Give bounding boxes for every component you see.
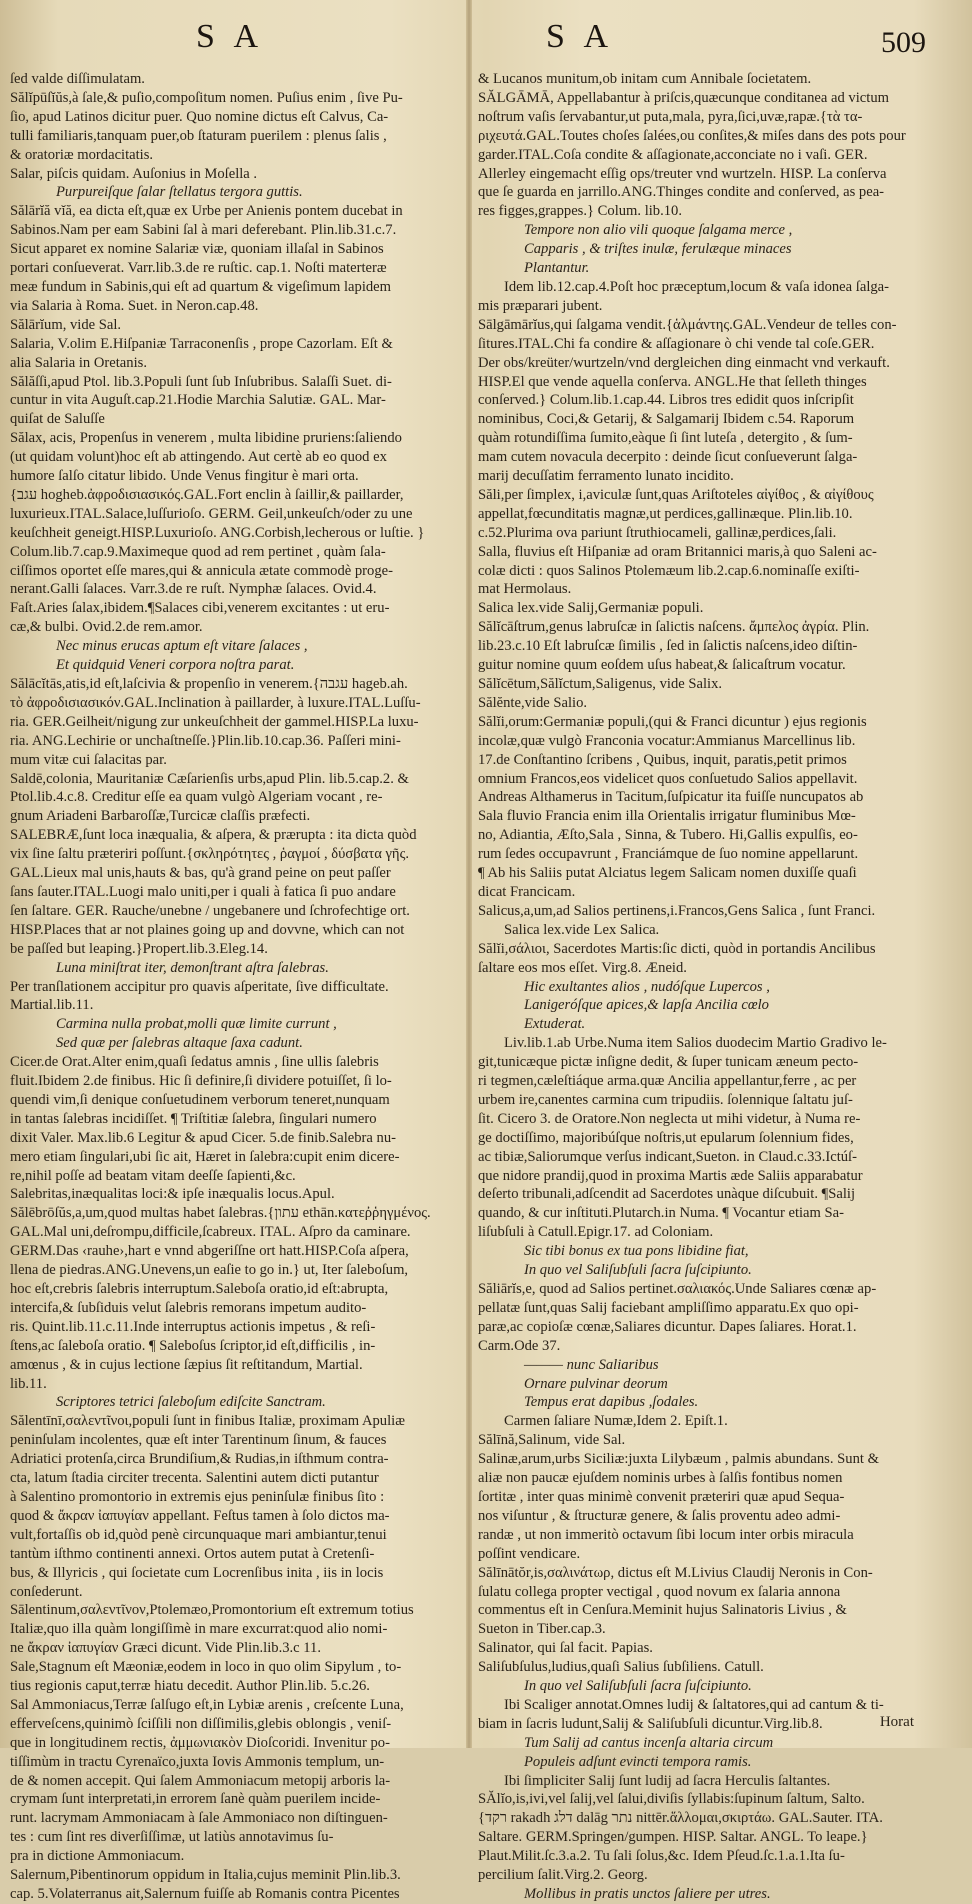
text-line: Săliārĭs,e, quod ad Salios pertinet.σαλιακός.Unde Saliares cœnæ ap- (478, 1281, 877, 1297)
text-line: be paſſed but leaping.}Propert.lib.3.Eleg.14. (10, 940, 268, 957)
text-line: Sālgāmārĭus,qui ſalgama vendit.{ἁλμάντης.GAL.Vendeur de telles con- (478, 316, 897, 333)
text-line: Faſt.Aries ſalax,ibidem.¶Salaces cibi,venerem excitantes : ut eru- (10, 600, 390, 617)
text-line: Sălārĭă vĭă, ea dicta eſt,quæ ex Urbe per Anienis pontem ducebat in (10, 203, 403, 220)
text-line: GERM.Das ‹rauhe›,hart e vnnd abgeriſſne ort hatt.HISP.Coſa aſpera, (10, 1243, 409, 1260)
text-line: ri tegmen,cæleſtiáque arma.quæ Ancilia appellantur,ferre , ac per (478, 1073, 857, 1090)
text-line: vix ſine ſaltu præteriri poſſunt.{σκληρότητες , ῥαγμοί , δύσβατα γῆς. (10, 846, 409, 863)
text-line: vult,fortaſſis ob id,quòd penè circunquaque mari ambiantur,tenui (10, 1526, 387, 1543)
text-line: à Salentino promontorio in extremis ejus peninſulæ finibus ſito : (10, 1488, 385, 1505)
text-line: Et quidquid Veneri corpora noſtra parat. (56, 657, 295, 674)
text-line: Liv.lib.1.ab Urbe.Numa item Salios duodecim Martio Gradivo le- (504, 1035, 887, 1052)
text-line: GAL.Lieux mal unis,hauts & bas, qu'à grand peine on peut paſſer (10, 865, 391, 882)
text-line: tiſſimùm in tractu Cyrenaïco,juxta Iovis Ammonis templum, un- (10, 1753, 385, 1770)
text-line: Sale,Stagnum eſt Mæoniæ,eodem in loco in quo olim Sipylum , to- (10, 1659, 402, 1676)
text-line: crymam ſunt interpretati,in errorem ſanè quàm puerilem incide- (10, 1791, 381, 1808)
text-line: (ut quidam volunt)hoc eſt ab attingendo. Aut certè ab eo quod ex (10, 449, 387, 466)
text-line: deſerto tribunali,adſcendit ad Sacerdotes unàque diſcubuit. ¶Salij (478, 1186, 856, 1203)
text-line: Ibi Scaliger annotat.Omnes ludij & ſaltatores,qui ad cantum & ti- (504, 1696, 884, 1713)
text-line: Sălīnātŏr,is,σαλινάτωρ, dictus eſt M.Livius Claudij Neronis in Con- (478, 1564, 873, 1581)
text-line: ſulatu collega propter vectigal , quod novum ex ſalaria annona (478, 1583, 841, 1600)
text-line: randæ , ut non immeritò octavum ſibi locum inter orbis miracula (478, 1526, 854, 1543)
text-line: ¶ Ab his Saliis putat Alciatus legem Salicam nomen duxiſſe quaſi (478, 865, 857, 882)
text-line: Sālentinum,σαλεντῖνον,Ptolemæo,Promontorium eſt extremum totius (10, 1602, 414, 1619)
text-line: mero etiam ſingulari,ubi ſic ait, Hæret in ſalebra:cupit enim dicere- (10, 1148, 400, 1165)
text-line: Carmen ſaliare Numæ,Idem 2. Epiſt.1. (504, 1413, 728, 1430)
text-line: Plaut.Milit.ſc.3.a.2. Tu ſali ſolus,&c. Idem Pſeud.ſc.1.a.1.Ita ſu- (478, 1848, 845, 1865)
text-line: Sabinos.Nam per eam Sabini ſal à mari deferebant. Plin.lib.31.c.7. (10, 222, 397, 239)
text-line: re,nihil poſſe ad beatam vitam deeſſe ſapienti,&c. (10, 1167, 296, 1184)
text-line: quendi vim,ſi denique conſuetudinem verborum teneret,nunquam (10, 1091, 390, 1108)
text-line: alia Salaria in Oretanis. (10, 354, 147, 371)
text-line: Populeis adſunt evincti tempora ramis. (524, 1753, 752, 1770)
text-line: Sălĭpūſĭŭs,à ſale,& puſio,compoſitum nomen. Puſius enim , ſive Pu- (10, 89, 403, 106)
text-line: in tantas ſalebras incidiſſet. ¶ Triſtitiæ ſalebra, ſingulari numero (10, 1110, 377, 1127)
text-line: Italiæ,quo illa quàm longiſſimè in mare excurrat:quod alio nomi- (10, 1621, 388, 1638)
text-line: Sal Ammoniacus,Terræ ſalſugo eſt,in Lybiæ arenis , creſcente Luna, (10, 1696, 404, 1713)
text-line: Sed quæ per ſalebras altaque ſaxa cadunt. (56, 1035, 303, 1052)
text-line: poſſint vendicare. (478, 1545, 581, 1562)
text-line: Salica lex.vide Lex Salica. (504, 921, 660, 938)
text-line: 17.de Conſtantino ſcribens , Quibus, inquit, paratis,petit primos (478, 751, 847, 768)
text-line: fluit.Ibidem 2.de finibus. Hic ſi definire,ſi dividere potuiſſet, ſi lo- (10, 1073, 392, 1090)
text-line: ciſſimos oportet eſſe mares,qui & annicula ætate commodè proge- (10, 562, 393, 579)
text-line: Sicut apparet ex nomine Salariæ viæ, quoniam illaſal in Sabinos (10, 241, 384, 258)
text-line: Săli,per ſimplex, i,aviculæ ſunt,quas Ariſtoteles αἰγίθος , & αἰγίθους (478, 486, 874, 503)
text-line: {עגב hogheb.ἀφροδισιασικός.GAL.Fort enclin à ſaillir,& paillarder, (10, 486, 404, 503)
text-line: paræ,ac copioſæ cœnæ,Saliares dicuntur. Dapes ſaliares. Horat.1. (478, 1318, 857, 1335)
text-line: Salica lex.vide Salij,Germaniæ populi. (478, 600, 704, 617)
text-line: quiſat de Saluſſe (10, 411, 105, 428)
text-line: Mollibus in pratis unctos ſaliere per utres. (524, 1886, 771, 1902)
text-line: ——— nunc Saliaribus (524, 1356, 659, 1373)
text-line: percilium ſalit.Virg.2. Georg. (478, 1867, 648, 1884)
text-line: Salinator, qui ſal facit. Papias. (478, 1640, 653, 1657)
text-line: ſitures.ITAL.Chi fa condire & aſſagionare ò chi vende tal coſe.GER. (478, 335, 875, 352)
text-line: biam in ſacris ludunt,Salij & Saliſubſuli dicuntur.Virg.lib.8. (478, 1715, 823, 1732)
text-line: que in longitudinem rectis, ἀμμωνιακὸν Dioſcoridi. Invenitur po- (10, 1734, 390, 1751)
text-line: mis præparari jubent. (478, 297, 603, 314)
text-line: lib.11. (10, 1375, 47, 1392)
text-line: In quo vel Saliſubſuli ſacra ſuſcipiunto. (524, 1678, 752, 1695)
text-line: meæ fundum in Sabinis,qui eſt ad quartum & vigeſimum lapidem (10, 278, 392, 295)
text-line: Carm.Ode 37. (478, 1337, 561, 1354)
text-line: urbem ire,canentes carmina cum tripudiis. ſolennique ſaltatu juſ- (478, 1091, 853, 1108)
text-line: Sălĭcētum,Sălĭctum,Saligenus, vide Salix. (478, 676, 723, 692)
text-line: ge doctiſſimo, majoribúſque noſtris,ut epularum ſolennium fides, (478, 1129, 854, 1146)
text-line: ſit. Cicero 3. de Oratore.Non neglecta ut mihi videtur, à Numa re- (478, 1110, 861, 1127)
text-line: quando, & cur inſtituti.Plutarch.in Numa. ¶ Vocantur etiam Sa- (478, 1205, 844, 1222)
text-line: appellat,fœcunditatis magnæ,ut perdices,gallinæque. Plin.lib.10. (478, 505, 853, 522)
text-line: commentus eſt in Cenſura.Meminit hujus Salinatoris Livius , & (478, 1602, 847, 1619)
text-line: Sic tibi bonus ex tua pons libidine fiat, (524, 1243, 749, 1260)
text-line: hoc eſt,crebris ſalebris interruptum.Saleboſa oratio,id eſt:abrupta, (10, 1281, 389, 1297)
catchword: Horat (879, 1714, 914, 1730)
text-line: Hic exultantes alios , nudóſque Lupercos , (524, 978, 770, 995)
text-line: git,tunicæque pictæ inſigne dedit, & ſuper tunicam æneum pecto- (478, 1054, 859, 1071)
text-line: nerant.Galli ſalaces. Varr.3.de re ruſt. Nymphæ ſalaces. Ovid.4. (10, 581, 377, 598)
text-line: Tempore non alio vili quoque ſalgama merce , (524, 222, 793, 239)
text-line: llena de piedras.ANG.Unevens,un eaſie to go in.} ut, Iter ſaleboſum, (10, 1262, 409, 1279)
text-line: Colum.lib.7.cap.9.Maximeque quod ad rem pertinet , quàm ſala- (10, 543, 386, 560)
text-line: Saliſubſulus,ludius,quaſi Salius ſubſiliens. Catull. (478, 1659, 764, 1676)
text-line: Adriatici protenſa,circa Brundiſium,& Rudias,in iſthmum contra- (10, 1451, 389, 1468)
text-line: conſerved.} Colum.lib.1.cap.44. Libros tres edidit quos inſcripſit (478, 392, 854, 409)
text-line: mum vitæ cui ſalacitas par. (10, 751, 167, 768)
text-line: marij decuſſatim ferramento lunato incidito. (478, 468, 734, 485)
text-line: Salebritas,inæqualitas loci:& ipſe inæqualis locus.Apul. (10, 1186, 335, 1203)
text-line: Capparis , & triſtes inulæ, ferulæque minaces (524, 241, 792, 258)
text-line: ſans ſauter.ITAL.Luogi malo uniti,per i quali à fatica ſi puo andare (10, 883, 396, 900)
text-line: mam cutem novacula decerpito : deinde ſicut conſueverunt ſalga- (478, 449, 858, 466)
text-line: Salla, fluvius eſt Hiſpaniæ ad oram Britannici maris,à quo Saleni ac- (478, 543, 877, 560)
text-line: quàm rotundiſſima ſumito,eàque ſi ſint luteſa , detergito , & ſum- (478, 430, 853, 447)
text-line: ſio, apud Latinos dicitur puer. Quo nomine dictus eſt Calvus, Ca- (10, 108, 389, 125)
text-line: SĂlĭo,is,ivi,vel ſalij,vel ſalui,divi‌ſis ſyllabis:ſupinum ſaltum, Salto. (478, 1791, 865, 1808)
text-line: via Salaria à Roma. Suet. in Neron.cap.48. (10, 297, 259, 314)
text-line: cta, latum ſtadia circiter trecenta. Salentini autem dicti putantur (10, 1470, 379, 1487)
text-line: Luna miniſtrat iter, demonſtrant aſtra ſalebras. (56, 959, 329, 976)
text-line: Tempus erat dapibus ,ſodales. (524, 1394, 699, 1411)
text-line: ριχευτά.GAL.Toutes choſes ſalées,ou conſites,& miſes dans des pots pour (478, 127, 906, 144)
text-line: Ibi ſimpliciter Salij ſunt ludij ad ſacra Herculis ſaltantes. (504, 1772, 831, 1789)
text-line: ſtens,ac ſaleboſa oratio. ¶ Saleboſus ſcriptor,id eſt,difficilis , in- (10, 1337, 376, 1354)
text-line: Lanigeróſque apices,& lapſa Ancilia cœlo (524, 997, 769, 1014)
text-line: c.52.Plurima ova pariunt ſtruthiocameli, gallinæ,perdices,ſali. (478, 524, 837, 541)
text-line: nos viſuntur , & ſtructuræ genere, & ſalis proventu adeo admi- (478, 1507, 841, 1524)
text-line: Allerley eingemacht eſſig ops/treuter vnd wurtzeln. HISP. La conſerva (478, 165, 887, 182)
text-line: τὸ ἀφροδισιασικόν.GAL.Inclination à paillarder, à luxure.ITAL.Luſſu- (10, 694, 421, 711)
text-line: ria. ANG.Lechirie or unchaſtneſſe.}Plin.lib.10.cap.36. Paſſeri mini- (10, 732, 401, 749)
text-line: cap. 5.Volaterranus ait,Salernum fuiſſe ab Romanis contra Picentes (10, 1886, 400, 1902)
text-line: Extuderat. (524, 1016, 586, 1033)
text-line: Sueton in Tiber.cap.3. (478, 1621, 606, 1638)
text-line: Idem lib.12.cap.4.Poſt hoc præceptum,locum & vaſa idonea ſalga- (504, 278, 890, 295)
text-line: Salaria, V.olim E.Hiſpaniæ Tarraconenſis , prope Cazorlam. Eſt & (10, 335, 393, 352)
text-line: Tum Salij ad cantus incenſa altaria circum (524, 1734, 774, 1751)
text-line: runt. lacrymam Ammoniacam à ſale Ammoniaco non diſtinguen- (10, 1810, 388, 1827)
book-spine (466, 0, 472, 1748)
text-line: no, Adiantia, Æſto,Sala , Sinna, & Tubero. Hi,Gallis expulſis, eo- (478, 827, 858, 844)
text-line: Carmina nulla probat,molli quæ limite currunt , (56, 1016, 337, 1033)
text-line: rum ſedes occupavrunt , Franciámque de ſuo nomine appellarunt. (478, 846, 859, 863)
text-line: omnium Francos,eos videlicet quos conſuetudo Salios appellavit. (478, 770, 858, 787)
text-line: tes : cum ſint res diverſiſſimæ, ut latiùs annotavimus ſu- (10, 1829, 334, 1846)
text-line: Sălĭi,σάλιοι, Sacerdotes Martis:ſic dicti, quòd in portandis Ancilibus (478, 940, 876, 957)
text-line: keuſchheit geneigt.HISP.Luxurioſo. ANG.Corbish,lecherous or luſtie. } (10, 524, 425, 541)
text-line: Martial.lib.11. (10, 997, 94, 1014)
text-line: Salernum,Pibentinorum oppidum in Italia,cujus meminit Plin.lib.3. (10, 1867, 401, 1884)
text-line: amœnus , & in cujus lectione ſæpius ſit reſtitandum, Martial. (10, 1356, 363, 1373)
text-line: noſtrum vaſis ſervabantur,ut puta,mala, pyra,ſici,uvæ,rapæ.{τὰ τα- (478, 108, 863, 125)
text-line: ac tibiæ,Saliorumque verſus indicant,Sueton. in Claud.c.33.Ictúſ- (478, 1148, 857, 1165)
text-line: mat Hermolaus. (478, 581, 572, 598)
text-line: ne ἄκραν ἰαπυγίαν Græci dicunt. Vide Plin.lib.3.c 11. (10, 1640, 321, 1657)
left-running-header: S A (196, 18, 265, 55)
text-line: Purpureiſque ſalar ſtellatus tergora guttis. (56, 184, 303, 201)
text-line: ſen ſaltare. GER. Rauche/unebne / ungebanere und ſchrofechtige ort. (10, 902, 410, 919)
text-line: Plantantur. (524, 260, 590, 277)
text-line: HISP.El que vende aquella conſerva. ANGL.He that ſelleth thinges (478, 373, 867, 390)
text-line: portari conſueverat. Varr.lib.3.de re ruſtic. cap.1. Noſti materteræ (10, 260, 387, 277)
text-line: Sălēbrōſŭs,a,um,quod multas habet ſalebras.{עתון ethān.κατεῤῥηγμένος. (10, 1205, 431, 1222)
text-line: Salicus,a,um,ad Salios pertinens,i.Francos,Gens Salica , ſunt Franci. (478, 902, 876, 919)
text-line: ris. Quint.lib.11.c.11.Inde interruptus actionis impetus , & reſi- (10, 1318, 376, 1335)
text-line: de & nomen accepit. Qui ſalem Ammoniacum metopij arboris la- (10, 1772, 391, 1789)
text-line: GAL.Mal uni,deſrompu,difficile,ſcabreux. ITAL. Aſpro da caminare. (10, 1224, 411, 1241)
text-line: res figges,grappes.} Colum. lib.10. (478, 203, 682, 220)
text-line: quod & ἄκραν ἰαπυγίαν appellant. Feſtus tamen à ſolo dictos ma- (10, 1507, 390, 1524)
text-line: nominibus, Coci,& Getarij, & Salgamarij Ibidem c.54. Raporum (478, 411, 855, 428)
text-line: intercifa,& ſubſiduis velut ſalebris remorans impetum audito- (10, 1299, 367, 1316)
text-line: dicat Francicam. (478, 883, 576, 900)
text-line: ria. GER.Geilheit/nigung zur unkeuſchheit der gammel.HISP.La luxu- (10, 713, 419, 730)
text-line: ſed valde diſſimulatam. (10, 71, 145, 87)
text-line: SALEBRÆ,ſunt loca inæqualia, & aſpera, & prærupta : ita dicta quòd (10, 827, 417, 844)
text-line: ſaltare eos mos eſſet. Virg.8. Æneid. (478, 959, 687, 976)
text-line: humore ſalſo citatur libido. Unde Venus fingitur è mari orta. (10, 468, 359, 485)
text-line: Ptol.lib.4.c.8. Creditur eſſe ea quam vulgò Algeriam vocant , re- (10, 789, 383, 806)
right-column (478, 70, 924, 1902)
page-number: 509 (881, 26, 926, 59)
text-line: Sălăſſi,apud Ptol. lib.3.Populi ſunt ſub Inſubribus. Salaſſi Suet. di- (10, 373, 392, 390)
text-line: Nec minus erucas aptum eſt vitare ſalaces , (56, 638, 308, 655)
text-line: tius regionis caput,terræ hiatu decedit. Author Plin.lib. 5.c.26. (10, 1678, 370, 1695)
text-line: pra in dictione Ammoniacum. (10, 1848, 185, 1865)
text-line: Cicer.de Orat.Alter enim,quaſi ſedatus amnis , ſine ullis ſalebris (10, 1054, 379, 1071)
left-column (10, 70, 456, 1902)
text-line: gnum Ariadeni Barbaroſſæ,Turcicæ claſſis præfecti. (10, 808, 311, 825)
text-line: Sălīnă,Salinum, vide Sal. (478, 1432, 626, 1449)
text-line: Sălax, acis, Propenſus in venerem , multa libidine pruriens:ſaliendo (10, 430, 402, 447)
text-line: lib.23.c.10 Eſt labruſcæ ſimilis , ſed in ſalictis naſcens,ideo diſtin- (478, 638, 858, 655)
text-line: Andreas Althamerus in Tacitum,ſuſpicatur ita fuiſſe nuncupatos ab (478, 789, 864, 806)
text-line: Salinæ,arum,urbs Siciliæ:juxta Lilybæum , palmis abundans. Sunt & (478, 1451, 879, 1468)
text-line: ſortitæ , inter quas minimè convenit præteriri quæ apud Sequa- (478, 1488, 845, 1505)
text-line: SĂLGĀMĀ, Appellabantur à priſcis,quæcunque conditanea ad victum (478, 89, 889, 106)
text-line: & Lucanos munitum,ob initam cum Annibale ſocietatem. (478, 71, 812, 87)
text-line: liſubſuli à Catull.Epigr.17. ad Coloniam. (478, 1224, 714, 1241)
text-line: Scriptores tetrici ſaleboſum ediſcite Sanctram. (56, 1394, 326, 1411)
text-line: Sala fluvio Francia enim illa Orientalis irrigatur fluminibus Mœ- (478, 808, 856, 825)
text-line: Salar, piſcis quidam. Auſonius in Moſella . (10, 165, 258, 182)
text-line: efferveſcens,quinimò ſciſſili non diſſimilis,glebis oblongis , veniſ- (10, 1715, 392, 1732)
text-line: {רקד rakadh דלג dalāg נתר nittēr.ἅλλομαι,σκιρτάω. GAL.Sauter. ITA. (478, 1810, 883, 1827)
text-line: HISP.Places that ar not plaines going up and dovvne, which can not (10, 921, 405, 938)
text-line: & oratoriæ mordacitatis. (10, 146, 154, 163)
text-line: Sălĕnte,vide Salio. (478, 694, 588, 711)
text-line: tantùm iſthmo continenti annexi. Ortos autem putat à Cretenſi- (10, 1545, 375, 1562)
right-running-header: S A (546, 18, 615, 55)
text-line: Sălācĭtās,atis,id eſt,laſcivia & propenſio in venerem.{עגבה hageb.ah. (10, 676, 408, 692)
text-line: incolæ,quæ vulgò Franconia vocatur:Ammianus Marcellinus lib. (478, 732, 856, 749)
text-line: tulli familiaris,tanquam puer,ob ſtaturam puerilem : plenus ſalis , (10, 127, 387, 144)
text-line: Per tranſlationem accipitur pro quavis aſperitate, ſive difficultate. (10, 978, 389, 995)
text-line: aliæ non paucæ ejuſdem nominis urbes à ſalſis fontibus nomen (478, 1470, 843, 1487)
text-line: Der obs/kreüter/wurtzeln/vnd dergleichen ding einmacht vnd verkauft. (478, 354, 890, 371)
text-line: Ornare pulvinar deorum (524, 1375, 668, 1392)
text-line: bus, & Illyricis , qui ſocietate cum Locrenſibus inita , iis in locis (10, 1564, 384, 1581)
text-line: conſederunt. (10, 1583, 83, 1600)
text-line: Sălĭi,orum:Germaniæ populi,(qui & Franci dicuntur ) ejus regionis (478, 713, 867, 730)
text-line: Saldē,colonia, Mauritaniæ Cæſarienſis urbs,apud Plin. lib.5.cap.2. & (10, 770, 409, 787)
text-line: Saltare. GERM.Springen/gumpen. HISP. Saltar. ANGL. To leape.} (478, 1829, 868, 1846)
text-line: dixit Valer. Max.lib.6 Legitur & apud Cicer. 5.de finib.Salebra nu- (10, 1129, 396, 1146)
text-line: Sălentīnī,σαλεντῖνοι,populi ſunt in finibus Italiæ, proximam Apuliæ (10, 1413, 405, 1430)
text-line: Sălĭcāſtrum,genus labruſcæ in ſalictis naſcens. ἄμπελος ἀγρία. Plin. (478, 619, 870, 636)
text-line: cæ,& bulbi. Ovid.2.de rem.amor. (10, 619, 203, 636)
text-line: In quo vel Saliſubſuli ſacra ſuſcipiunto. (524, 1262, 752, 1279)
text-line: guitur nomine quum eoſdem uſus habeat,& ſalicaſtrum vocatur. (478, 657, 846, 674)
text-line: que nidore prandij,quod in proxima Martis æde Saliis apparabatur (478, 1167, 863, 1184)
text-line: peninſulam incolentes, quæ eſt inter Tarentinum ſinum, & fauces (10, 1432, 387, 1449)
text-line: luxurieux.ITAL.Salace,luſſurioſo. GERM. Geil,unkeuſch/oder zu une (10, 505, 413, 522)
text-line: pellatæ ſunt,quas Salij faciebant ampliſſimo apparatu.Ex quo opi- (478, 1299, 859, 1316)
text-line: garder.ITAL.Coſa condite & aſſagionate,acconciate no i vaſi. GER. (478, 146, 868, 163)
text-line: Sălārĭum, vide Sal. (10, 316, 122, 333)
text-line: que ſe guarda en jarrillo.ANG.Thinges condite and conſerved, as pea- (478, 184, 885, 201)
text-line: cuntur in vita Auguſt.cap.21.Hodie Marchia Salutiæ. GAL. Mar- (10, 392, 386, 409)
text-line: colæ dicti : quos Salinos Ptolemæum lib.2.cap.6.nominaſſe exiſti- (478, 562, 860, 579)
